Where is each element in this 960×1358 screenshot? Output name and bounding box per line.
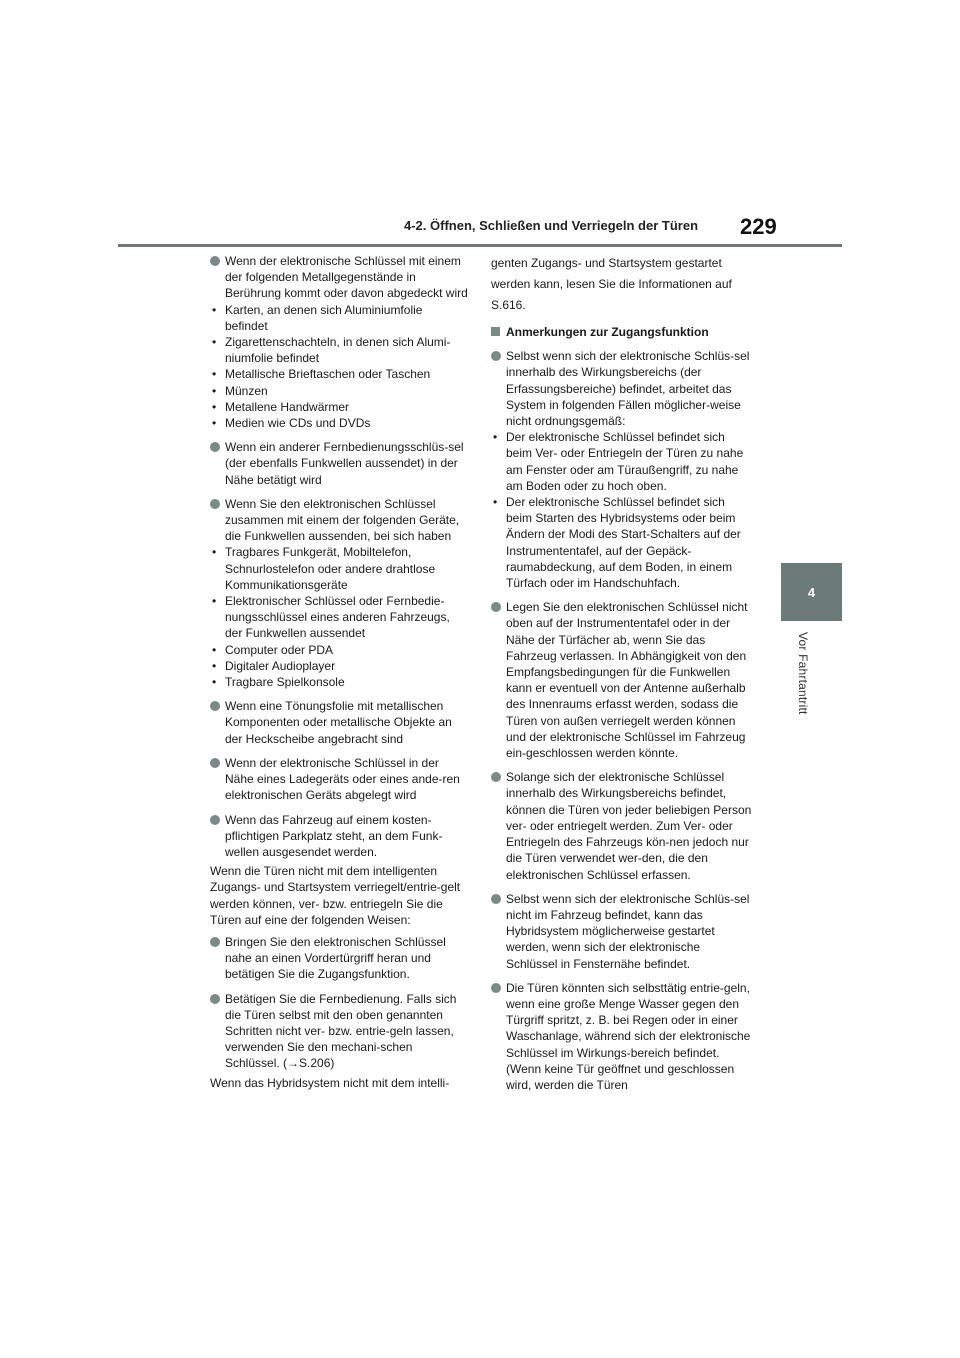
bullet-point [491,891,753,972]
chapter-label: Vor Fahrtantritt [796,632,810,715]
bullet-dot-icon [491,772,501,782]
bullet-text: Betätigen Sie die Fernbedienung. Falls sich die Türen selbst mit den oben genannten Schritten nicht ver- bzw. entrie-geln lassen, verwenden Sie den mechani-schen Schlüssel. (→S.206) [225,991,457,1071]
bullet-point [210,755,468,804]
paragraph: Wenn die Türen nicht mit dem intelligenten Zugangs- und Startsystem verriegelt/entrie-gelt werden können, ver- bzw. entriegeln Sie die Türen auf eine der folgenden Weisen: [210,864,461,927]
bullet-text: Wenn eine Tönungsfolie mit metallischen Komponenten oder metallische Objekte an der Heckscheibe angebracht sind [225,699,452,746]
bullet-point [210,496,468,545]
bullet-group [210,496,468,690]
bullet-dot-icon [210,815,220,825]
section-heading: Anmerkungen zur Zugangsfunktion [491,324,753,340]
list-item: • Digitaler Audioplayer [212,658,336,673]
bullet-group [210,253,468,431]
bullet-point [210,439,468,488]
bullet-point [210,991,468,1072]
paragraph: Wenn das Hybridsystem nicht mit dem intelli- [210,1075,450,1090]
list-item: • Tragbares Funkgerät, Mobiltelefon, Schnurlostelefon oder andere drahtlose Kommunikationsgeräte [212,545,436,592]
bullet-text: Wenn Sie den elektronischen Schlüssel zusammen mit einem der folgenden Geräte, die Funkwellen aussenden, bei sich haben [225,496,460,544]
bullet-dot-icon [491,602,501,612]
list-item: • Computer oder PDA [212,642,334,657]
bullet-dot-icon [210,256,220,266]
list-item: • Medien wie CDs und DVDs [212,416,371,431]
list-item: • Metallene Handwärmer [212,399,350,414]
list-item: • Der elektronische Schlüssel befindet sich beim Ver- oder Entriegeln der Türen zu nahe am Fenster oder am Türaußengriff, zu nahe am Boden oder zu hoch oben. [493,430,744,493]
bullet-point [491,980,753,1093]
bullet-point [210,812,468,861]
bullet-dot-icon [210,937,220,947]
list-item: • Tragbare Spielkonsole [212,675,345,690]
bullet-text: Wenn der elektronische Schlüssel in der Nähe eines Ladegeräts oder eines ande-ren elektronischen Geräts abgelegt wird [225,755,460,803]
list-item: • Der elektronische Schlüssel befindet sich beim Starten des Hybridsystems oder beim Ändern der Modi des Start-Schalters auf der Instrumententafel, auf der Gepäck-raumabdeckung, auf dem Boden, in einem Türfach oder im Handschuhfach. [493,495,741,591]
list-item: • Münzen [212,383,268,398]
bullet-point [210,934,468,983]
header-rule [118,244,842,247]
bullet-text: Bringen Sie den elektronischen Schlüssel nahe an einen Vordertürgriff heran und betätigen Sie die Zugangsfunktion. [225,934,446,982]
page-number: 229 [740,214,777,239]
bullet-dot-icon [491,983,501,993]
bullet-dot-icon [210,442,220,452]
paragraph: genten Zugangs- und Startsystem gestartet werden kann, lesen Sie die Informationen auf S.616. [491,256,732,312]
bullet-text: Wenn das Fahrzeug auf einem kosten-pflichtigen Parkplatz steht, an dem Funk-wellen ausgesendet werden. [225,812,443,859]
list-item: • Metallische Brieftaschen oder Taschen [212,367,431,382]
bullet-point [491,348,753,429]
right-column [491,253,753,1101]
bullet-dot-icon [491,351,501,361]
bullet-text: Legen Sie den elektronischen Schlüssel nicht oben auf der Instrumententafel oder in der Nähe der Türfächer ab, wenn Sie das Fahrzeug verlassen. In Abhängigkeit von den Empfangsbedingungen für die Funkwellen kann er eventuell von der Antenne außerhalb des Innenraums erfasst werden, sodass die Türen von außen verriegelt werden können und der elektronische Schlüssel im Fahrzeug ein-geschlossen werden könnte. [506,600,748,761]
bullet-dot-icon [491,894,501,904]
bullet-point [210,253,468,302]
bullet-dot-icon [210,758,220,768]
section-title: 4-2. Öffnen, Schließen und Verriegeln der Türen [404,218,699,233]
bullet-point [210,698,468,747]
bullet-text: Selbst wenn sich der elektronische Schlüs-sel nicht im Fahrzeug befindet, kann das Hybridsystem möglicherweise gestartet werden, wenn sich der elektronische Schlüssel in Fensternähe befindet. [506,891,750,971]
bullet-text: Wenn ein anderer Fernbedienungsschlüs-sel (der ebenfalls Funkwellen aussendet) in der Nähe betätigt wird [225,440,464,487]
bullet-text: Wenn der elektronische Schlüssel mit einem der folgenden Metallgegenstände in Berührung kommt oder davon abgedeckt wird [225,254,468,301]
chapter-tab-number: 4 [807,584,816,600]
bullet-dot-icon [210,499,220,509]
list-item: • Karten, an denen sich Aluminiumfolie befindet [212,302,423,333]
chapter-tab[interactable] [781,563,842,621]
list-item: • Zigarettenschachteln, in denen sich Alumi-niumfolie befindet [212,335,451,366]
list-item: • Elektronischer Schlüssel oder Fernbedie-nungsschlüssel eines anderen Fahrzeugs, der Funkwellen aussendet [212,594,450,641]
bullet-text: Die Türen könnten sich selbsttätig entrie-geln, wenn eine große Menge Wasser gegen den Türgriff spritzt, z. B. bei Regen oder in einer Waschanlage, während sich der elektronische Schlüssel im Wirkungs-bereich befindet. (Wenn keine Tür geöffnet und geschlossen wird, werden die Türen [506,980,751,1092]
bullet-text: Selbst wenn sich der elektronische Schlüs-sel innerhalb des Wirkungsbereichs (der Erfassungsbereiche) befindet, arbeitet das System in folgenden Fällen möglicher-weise nicht ordnungsgemäß: [506,349,750,429]
bullet-dot-icon [210,701,220,711]
bullet-point [491,769,753,882]
left-column [210,253,468,1097]
bullet-point [491,599,753,761]
bullet-group [491,348,753,591]
bullet-dot-icon [210,994,220,1004]
bullet-text: Solange sich der elektronische Schlüssel innerhalb des Wirkungsbereichs befindet, können die Türen von jeder beliebigen Person ver- oder entriegelt werden. Zum Ver- oder Entriegeln des Fahrzeugs kön-nen jedoch nur die Türen verwendet wer-den, die den elektronischen Schlüssel erfassen. [506,770,752,882]
square-bullet-icon [491,327,500,336]
